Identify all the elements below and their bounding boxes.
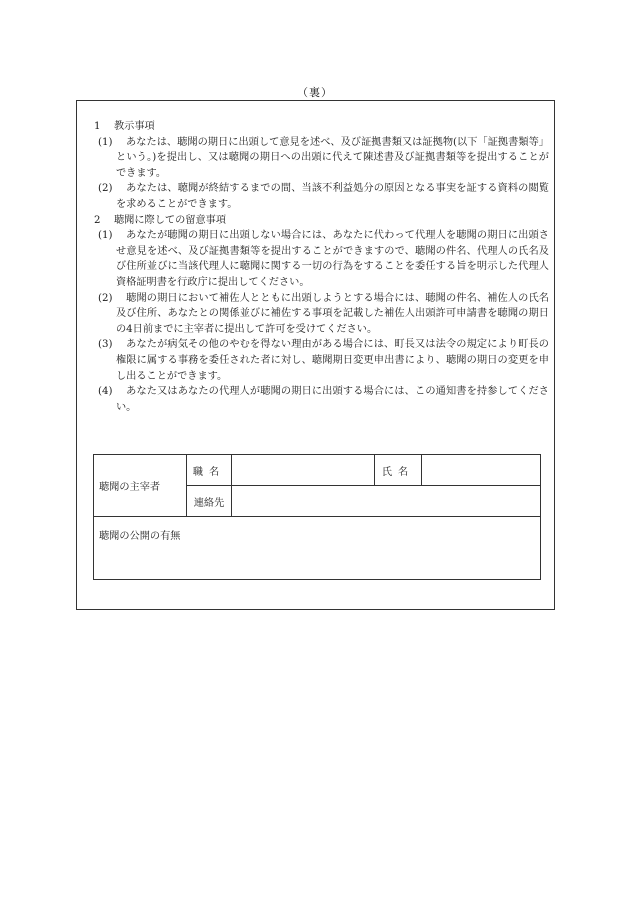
list-item — [94, 291, 549, 338]
item-number: (2) — [98, 292, 113, 304]
section-number: 1 — [94, 121, 101, 132]
contact-label: 連絡先 — [187, 486, 232, 517]
section-heading-instructions — [94, 119, 549, 135]
presider-label: 聴聞の主宰者 — [94, 455, 187, 517]
list-item — [94, 228, 549, 290]
list-item — [94, 181, 549, 212]
position-label: 職名 — [187, 455, 232, 486]
notice-content — [94, 119, 549, 415]
item-text: あなた又はあなたの代理人が聴聞の期日に出頭する場合には、この通知書を持参してください。 — [116, 386, 549, 413]
item-number: (1) — [98, 230, 113, 242]
section-title: 教示事項 — [114, 121, 155, 132]
item-text: あなたが病気その他のやむを得ない理由がある場合には、町長又は法令の規定により町長の権限に属する事務を委任された者に対し、聴聞期日変更申出書により、聴聞の期日の変更を申し出ることができます。 — [116, 339, 549, 382]
page-side-label: （裏） — [297, 86, 333, 99]
notice-frame — [76, 100, 555, 610]
item-number: (4) — [98, 386, 113, 398]
list-item — [94, 384, 549, 415]
item-number: (2) — [98, 183, 113, 195]
item-number: (3) — [98, 339, 113, 351]
list-item — [94, 135, 549, 182]
contact-field[interactable] — [232, 486, 541, 517]
item-text: あなたが聴聞の期日に出頭しない場合には、あなたに代わって代理人を聴聞の期日に出頭させ意見を述べ、及び証拠書類等を提出することができますので、聴聞の件名、代理人の氏名及び住所並びに当該代理人に聴聞に関する一切の行為をすることを委任する旨を明示した代理人資格証明書を行政庁に提出してください。 — [116, 230, 549, 288]
item-text: あなたは、聴聞が終結するまでの間、当該不利益処分の原因となる事実を証する資料の閲覧を求めることができます。 — [116, 183, 549, 210]
name-label: 氏名 — [375, 455, 422, 486]
item-number: (1) — [98, 136, 113, 148]
item-text: 聴聞の期日において補佐人とともに出頭しようとする場合には、聴聞の件名、補佐人の氏名及び住所、あなたとの関係並びに補佐する事項を記載した補佐人出頭許可申請書を聴聞の期日の4日前までに主宰者に提出して許可を受けてください。 — [116, 292, 549, 335]
public-hearing-label: 聴聞の公開の有無 — [99, 531, 181, 542]
section-title: 聴聞に際しての留意事項 — [114, 214, 227, 226]
section-heading-notes — [94, 213, 549, 229]
section-number: 2 — [94, 214, 101, 226]
item-text: あなたは、聴聞の期日に出頭して意見を述べ、及び証拠書類又は証拠物(以下「証拠書類等」という。)を提出し、又は聴聞の期日への出頭に代えて陳述書及び証拠書類等を提出することができます。 — [116, 136, 549, 179]
presider-table — [93, 454, 541, 580]
list-item — [94, 337, 549, 384]
public-hearing-cell[interactable] — [94, 517, 541, 580]
name-field[interactable] — [422, 455, 541, 486]
position-field[interactable] — [232, 455, 375, 486]
